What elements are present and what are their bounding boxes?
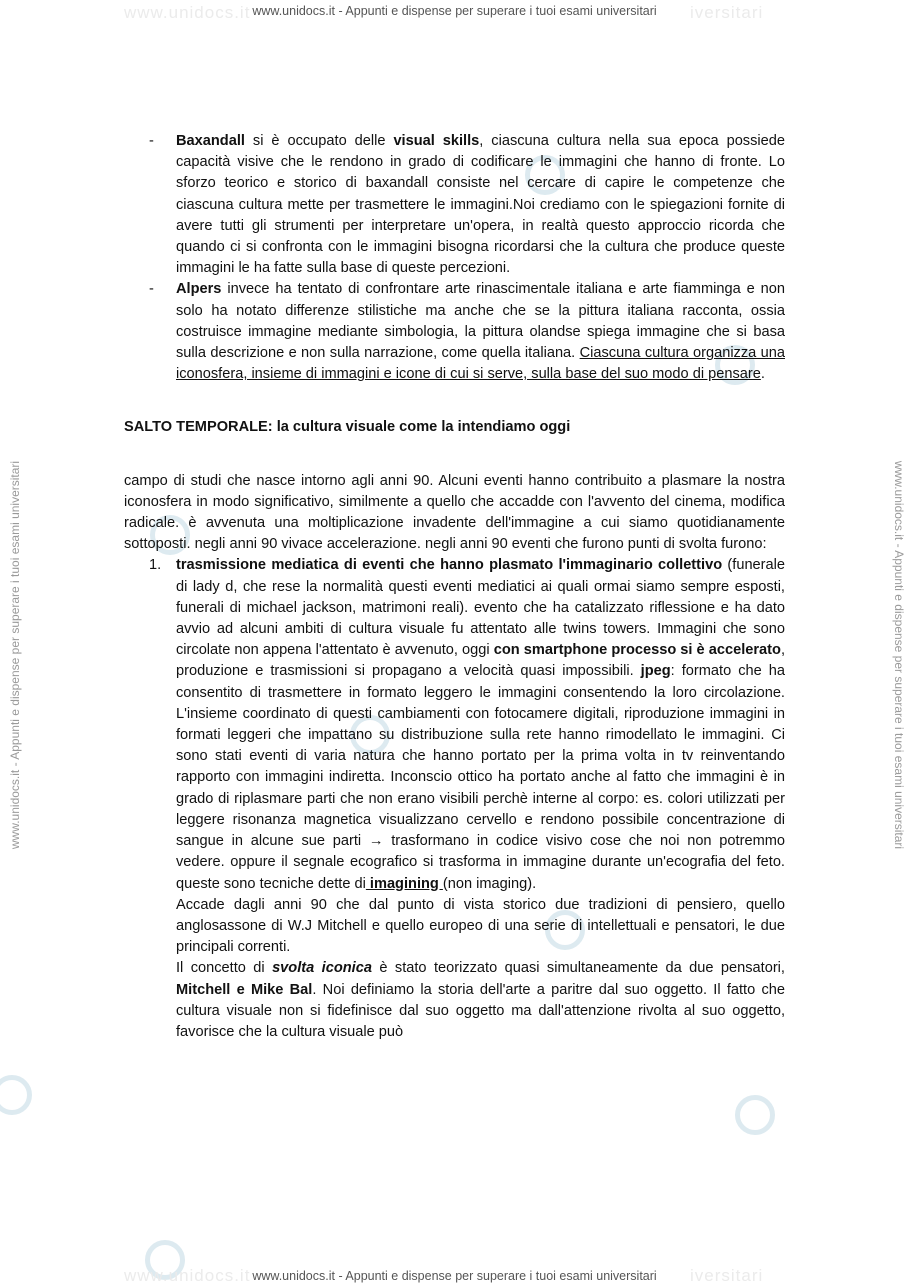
intro-paragraph: campo di studi che nasce intorno agli anni 90. Alcuni eventi hanno contribuito a plasmare la nostra iconosfera in modo significativo, similmente a quello che accadde con l'avvento del cinema, modifica radicale. è avvenuta una moltiplicazione invadente dell'immagine a cui siamo quotidianamente sottoposti. negli anni 90 vivace accelerazione. negli anni 90 eventi che furono punti di svolta furono: xyxy=(124,472,785,553)
key-term: jpeg xyxy=(640,663,671,680)
document-body xyxy=(124,131,785,1043)
item-heading: trasmissione mediatica di eventi che hanno plasmato l'immaginario collettivo xyxy=(176,557,723,574)
right-side-watermark: www.unidocs.it - Appunti e dispense per superare i tuoi esami universitari xyxy=(892,460,906,850)
author-name: Baxandall xyxy=(176,133,245,149)
header-banner: www.unidocs.it - Appunti e dispense per superare i tuoi esami universitari xyxy=(252,4,657,18)
numbered-item-1 xyxy=(124,555,785,1043)
list-item-baxandall xyxy=(124,131,785,279)
dash-marker: - xyxy=(149,281,154,298)
section-title: SALTO TEMPORALE: la cultura visuale come la intendiamo oggi xyxy=(124,419,571,436)
numbered-list xyxy=(124,555,785,1043)
key-term: con smartphone processo si è accelerato xyxy=(493,642,781,659)
footer-banner: www.unidocs.it - Appunti e dispense per superare i tuoi esami universitari xyxy=(252,1269,657,1283)
numbered-item-paragraph: Accade dagli anni 90 che dal punto di vista storico due tradizioni di pensiero, quello anglosassone di W.J Mitchell e quello europeo di una serie di intellettuali e pensatori, le due principali correnti. xyxy=(176,896,785,956)
text-run: si è occupato delle xyxy=(244,133,394,149)
key-term: Mitchell e Mike Bal xyxy=(176,981,313,998)
dash-marker: - xyxy=(149,133,154,149)
text-run: Il concetto di xyxy=(176,960,273,977)
text-run: . Noi definiamo la storia dell'arte a paritre dal suo oggetto. Il fatto che cultura visuale non si fidefinisce dal suo oggetto ma dall'attenzione rivolta al suo oggetto, favorisce che la cultura visuale può xyxy=(176,981,786,1040)
text-run: invece ha tentato di confrontare arte rinascimentale italiana e arte fiamminga e non solo ha notato differenze stilistiche ma anche che se la pittura italiana racconta, ossia costruisce immagine mediante simbologia, la pittura olandse spiega immagine che si basa sulla descrizione e non sulla narrazione, come quella italiana. xyxy=(176,281,785,362)
number-marker: 1. xyxy=(149,557,162,574)
underlined-statement: Ciascuna cultura organizza una iconosfera, insieme di immagini e icone di cui si serve, sulla base del suo modo di pensare xyxy=(176,345,785,383)
numbered-item-paragraph xyxy=(176,555,785,894)
left-side-watermark: www.unidocs.it - Appunti e dispense per superare i tuoi esami universitari xyxy=(8,460,22,850)
header-ghost-watermark-left: www.unidocs.it xyxy=(124,3,251,22)
key-term-underlined: imagining xyxy=(365,875,443,892)
numbered-item-paragraph xyxy=(176,958,785,1043)
header-ghost-watermark-right: iversitari xyxy=(690,3,764,22)
key-term-italic: svolta iconica xyxy=(272,960,372,977)
text-run: (funerale di lady d, che rese la normalità questi eventi mediatici ai quali ormai siamo sempre esposti, funerali di michael jackson, matrimoni reali). evento che ha catalizzato riflessione e ha dato avvio ad alcuni ambiti di cultura visuale fu attentato alle twins towers. Immagini che sono circolate non appena l'attentato è avvenuto, oggi xyxy=(176,557,786,659)
text-run: è stato teorizzato quasi simultaneamente da due pensatori, xyxy=(371,960,785,977)
watermark-logo-icon xyxy=(735,1095,775,1135)
author-name: Alpers xyxy=(176,281,222,298)
bullet-list xyxy=(124,131,785,385)
text-run: , produzione e trasmissioni si propagano a velocità quasi impossibili. xyxy=(176,642,786,680)
text-run: : formato che ha consentito di trasmettere in formato leggero le immagini consentendo la loro circolazione. L'insieme coordinato di questi cambiamenti con fotocamere digitali, riproduzione immagini in formati leggeri che impattano su distribuzione sulla rete hanno rimodellato le immagini. Ci sono stati eventi di varia natura che hanno portato per la prima volta in tv reinventando rapporto con immagini indiretta. Inconscio ottico ha portato anche al fatto che immagini è in grado di riplasmare parti che non erano visibili perchè interne al corpo: es. colori utilizzati per leggere risonanza magnetica visualizzano cervello e rendono possibile concentrazione di sangue in alcune sue parti → trasformano in codice visivo cose che noi non potremmo vedere. oppure il segnale ecografico si trasforma in immagine durante un'ecografia del feto. queste sono tecniche dette di xyxy=(176,663,785,892)
watermark-logo-icon xyxy=(0,1075,32,1115)
text-run: , ciascuna cultura nella sua epoca possiede capacità visive che le rendono in grado di codificare le immagini che hanno di fronte. Lo sforzo teorico e storico di baxandall consiste nel cercare di capire le competenze che ciascuna cultura mette per trasmettere le immagini.Noi crediamo con le spiegazioni fornite di avere tutti gli strumenti per interpretare un'opera, in realtà questo approccio ricorda che quando ci si confronta con le immagini bisogna ricordarsi che la cultura che produce queste immagini le ha fatte sulla base di queste percezioni. xyxy=(176,133,785,277)
footer-ghost-watermark-left: www.unidocs.it xyxy=(124,1266,251,1285)
key-term: visual skills xyxy=(393,133,480,149)
footer-ghost-watermark-right: iversitari xyxy=(690,1266,764,1285)
list-item-alpers xyxy=(124,279,785,385)
text-run: (non imaging). xyxy=(442,875,537,892)
text-run: . xyxy=(760,366,765,383)
